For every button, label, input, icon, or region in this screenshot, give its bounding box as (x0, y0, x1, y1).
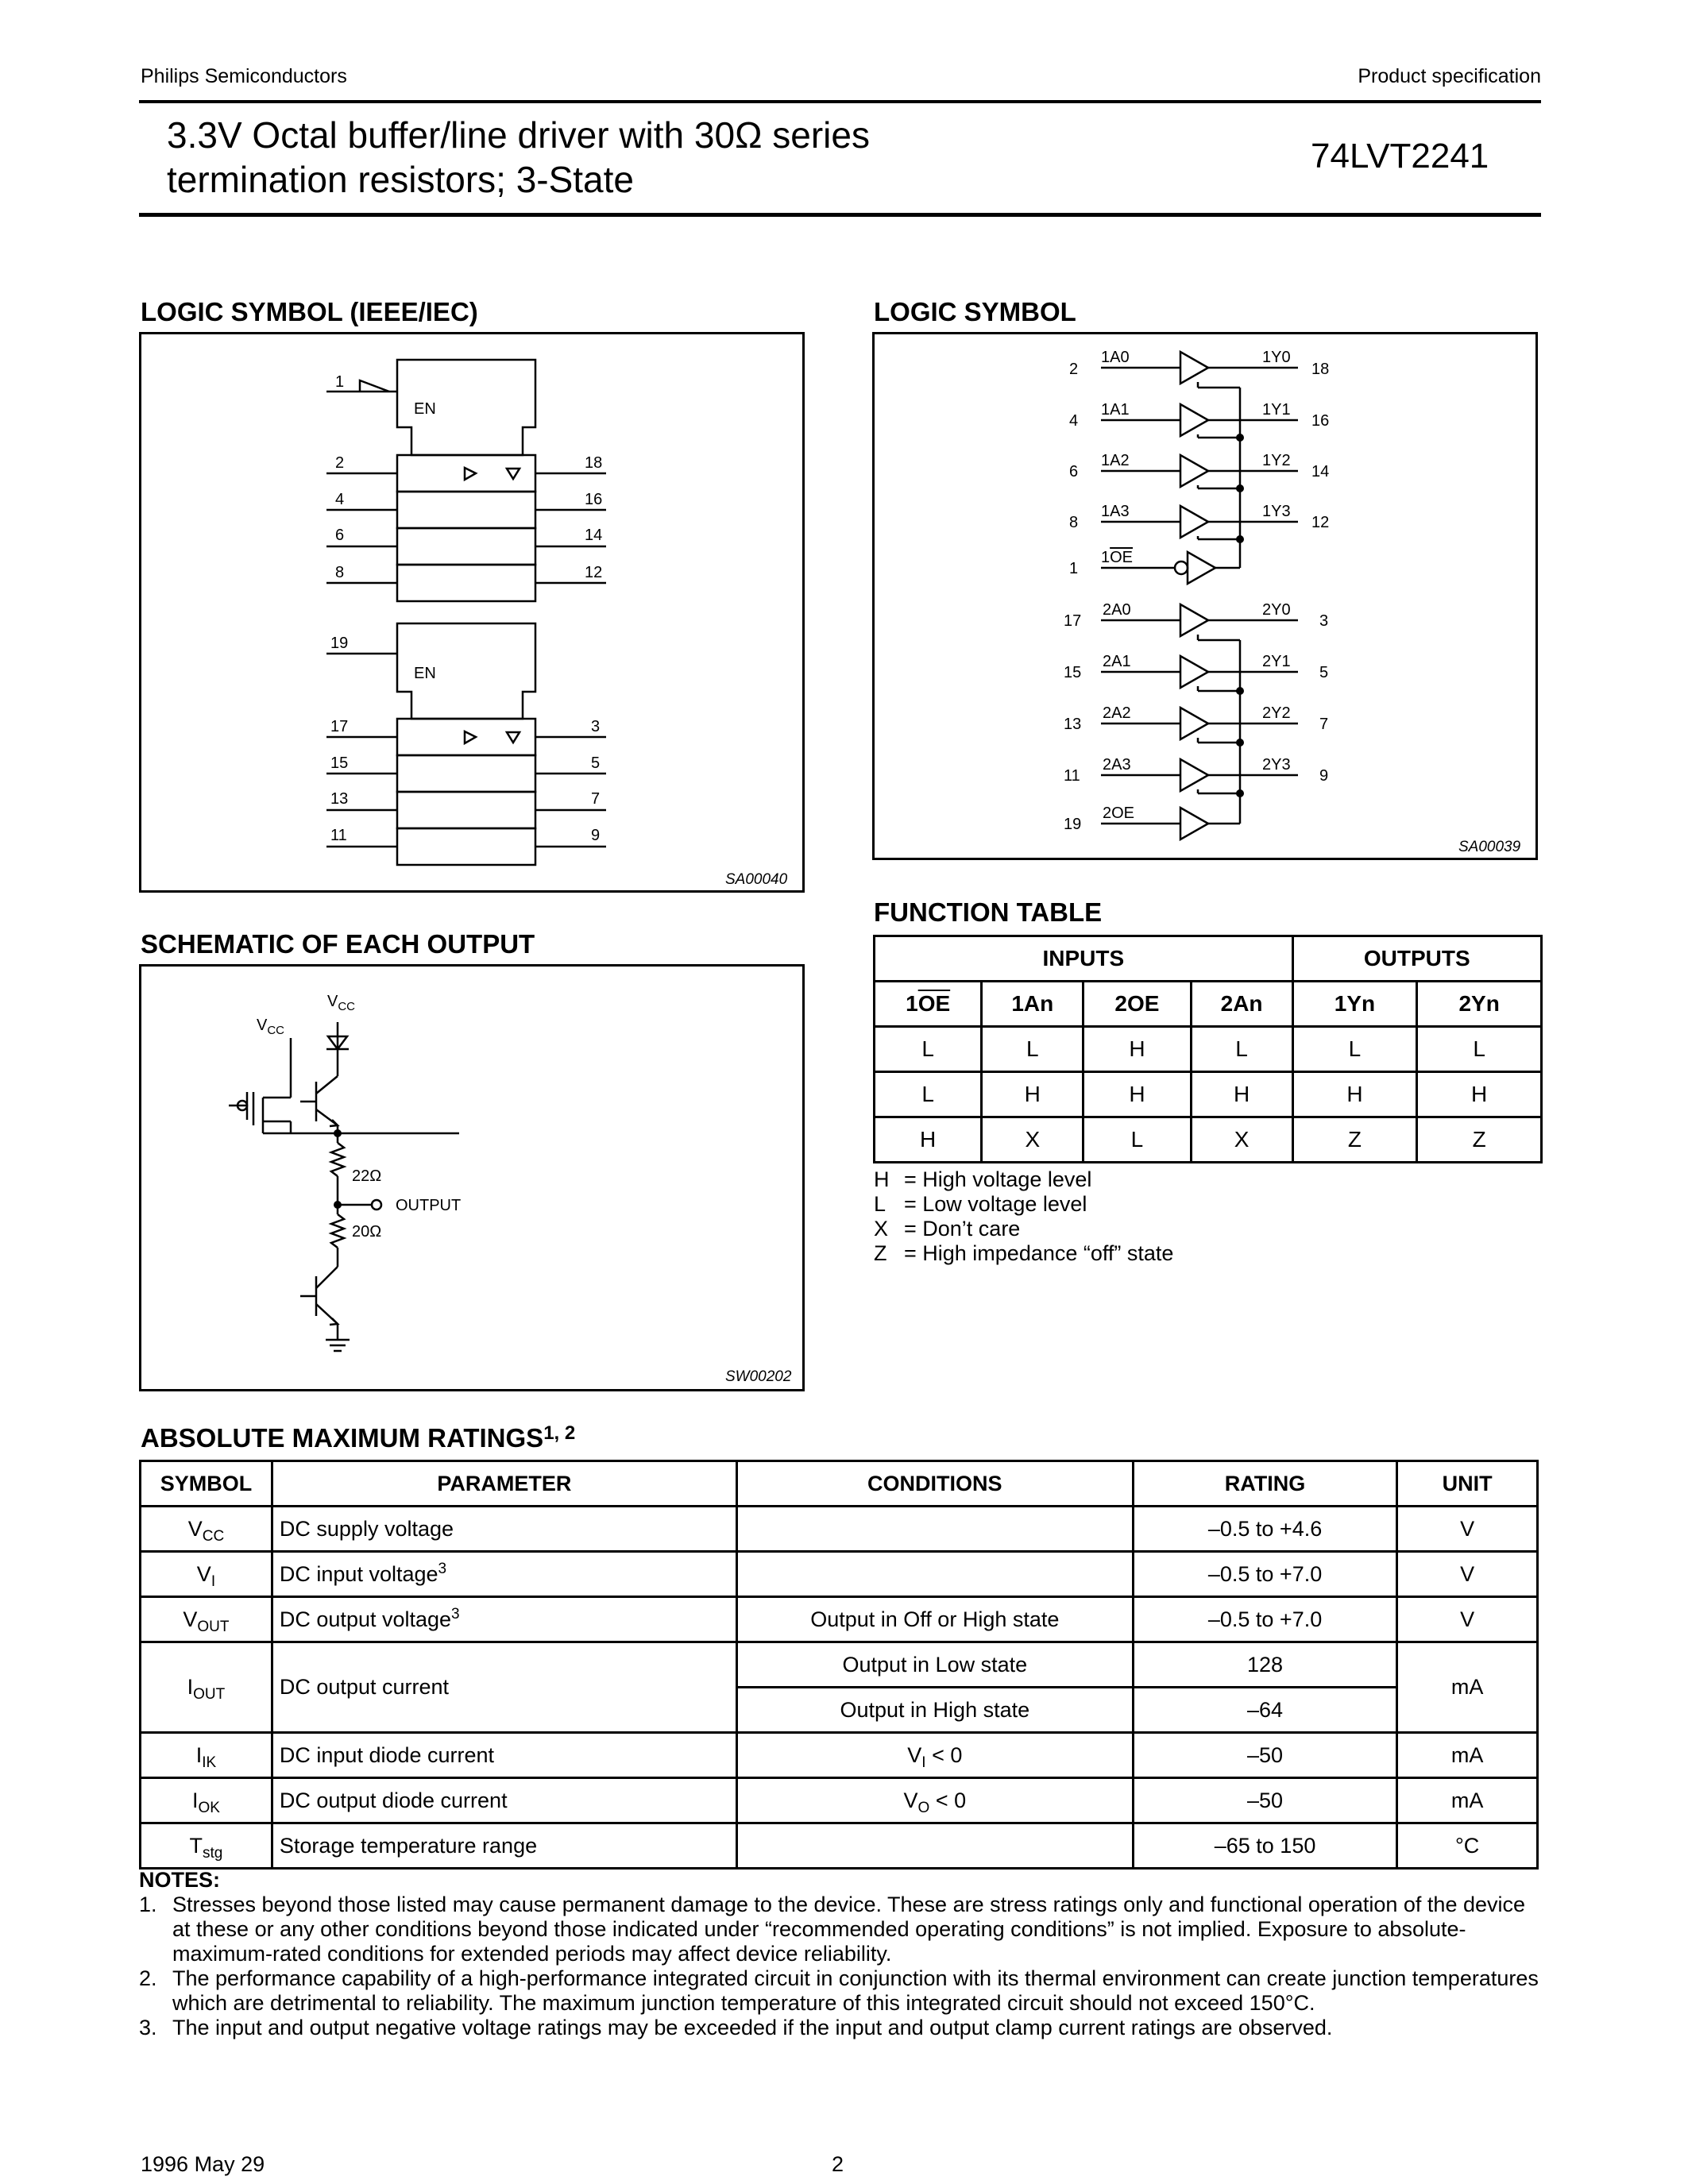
ieee-pin: 3 (591, 718, 601, 735)
amr-symbol: $T_{stg}$ (141, 1823, 272, 1869)
note-item: 2. The performance capability of a high-performance integrated circuit in conjunction with its thermal environment can create junction temperatures which are detrimental to reliability. The maximum junction temperature of this integrated circuit should not exceed 150°C. (139, 1966, 1539, 2015)
amr-symbol: $V_I$ (141, 1552, 272, 1597)
logic-symbol-box (872, 332, 1538, 860)
amr-conditions: Output in High state (736, 1688, 1133, 1733)
ft-col: 2An (1191, 982, 1292, 1027)
schematic-box (139, 964, 805, 1391)
ieee-pin: 6 (335, 527, 345, 544)
ieee-pin: 18 (585, 454, 603, 472)
amr-parameter: DC output voltage$^3$ (272, 1597, 736, 1642)
ft-row (875, 1072, 1542, 1117)
function-table (873, 935, 1543, 1163)
ls-pin-out: 18 (1311, 361, 1330, 378)
ls-label-oe1: 1OE (1101, 549, 1134, 566)
ft-cell: X (982, 1117, 1083, 1163)
ft-cell: L (1083, 1117, 1191, 1163)
legend-item: H = High voltage level (874, 1167, 1092, 1191)
ls-label-in: 1A2 (1101, 452, 1130, 469)
amr-rating: –65 to 150 (1133, 1823, 1396, 1869)
amr-symbol: $V_{OUT}$ (141, 1597, 272, 1642)
ls-label-in: 1A1 (1101, 401, 1130, 419)
ls-label-in: 2A1 (1103, 653, 1131, 670)
ieee-pin: 16 (585, 491, 603, 508)
ieee-pin-oe1: 1 (335, 373, 345, 391)
ls-label-out: 1Y3 (1262, 503, 1291, 520)
ft-cell: H (1292, 1072, 1417, 1117)
amr-rating: –0.5 to +7.0 (1133, 1552, 1396, 1597)
notes (139, 1868, 1545, 2040)
schematic-diagram (141, 967, 802, 1389)
ft-group-inputs: INPUTS (875, 936, 1293, 982)
amr-header: CONDITIONS (736, 1461, 1133, 1507)
amr-header: RATING (1133, 1461, 1396, 1507)
ft-cell: L (875, 1027, 982, 1072)
ieee-pin: 11 (330, 827, 347, 844)
ieee-en-top: EN (414, 400, 436, 418)
ft-row (875, 1117, 1542, 1163)
ls-label-in: 2A2 (1103, 704, 1131, 722)
document-type: Product specification (1358, 65, 1541, 87)
ft-group-outputs: OUTPUTS (1292, 936, 1541, 982)
title-line-1: 3.3V Octal buffer/line driver with 30Ω series (167, 114, 870, 156)
amr-header: UNIT (1397, 1461, 1538, 1507)
ieee-en-bottom: EN (414, 665, 436, 682)
notes-title: NOTES: (139, 1868, 221, 1892)
ft-cell: H (1417, 1072, 1542, 1117)
amr-header: PARAMETER (272, 1461, 736, 1507)
ft-col: 2OE (1083, 982, 1191, 1027)
legend-item: X = Don’t care (874, 1217, 1021, 1241)
ft-cell: H (1083, 1072, 1191, 1117)
amr-rating: 128 (1133, 1642, 1396, 1688)
resistor-20-label: 20Ω (352, 1223, 382, 1241)
ft-cell: H (875, 1117, 982, 1163)
legend-item: Z = High impedance “off” state (874, 1241, 1174, 1265)
schematic-heading: SCHEMATIC OF EACH OUTPUT (141, 929, 535, 959)
function-table-legend (874, 1167, 1173, 1266)
ls-pin-oe1: 1 (1069, 560, 1079, 577)
ieee-pin: 17 (330, 718, 349, 735)
ft-cell: H (1083, 1027, 1191, 1072)
amr-symbol: $V_{CC}$ (141, 1507, 272, 1552)
logic-symbol-diagram (875, 334, 1535, 858)
ft-cell: X (1191, 1117, 1292, 1163)
ieee-pin: 4 (335, 491, 345, 508)
ls-pin-out: 16 (1311, 412, 1330, 430)
amr-conditions: Output in Low state (736, 1642, 1133, 1688)
vcc-label-top: $V_{CC}$ (327, 993, 356, 1013)
ft-cell: L (982, 1027, 1083, 1072)
ls-label-in: 1A0 (1101, 349, 1130, 366)
note-item: 1. Stresses beyond those listed may cause permanent damage to the device. These are stress ratings only and functional operation of the device at these or any other conditions beyond those indicated under “recommended operating conditions” is not implied. Exposure to absolute-maximum-rated conditions for extended periods may affect device reliability. (139, 1893, 1526, 1966)
ft-row (875, 1027, 1542, 1072)
amr-unit: mA (1397, 1733, 1538, 1778)
amr-row (141, 1507, 1538, 1552)
ls-pin-in: 2 (1069, 361, 1079, 378)
ft-cell: H (1191, 1072, 1292, 1117)
amr-conditions: $V_O < 0$ (736, 1778, 1133, 1823)
ieee-pin: 2 (335, 454, 345, 472)
amr-row (141, 1823, 1538, 1869)
amr-parameter: DC output current (272, 1642, 736, 1733)
ls-label-out: 1Y0 (1262, 349, 1291, 366)
legend-item: L = Low voltage level (874, 1192, 1087, 1216)
amr-rating: –50 (1133, 1778, 1396, 1823)
header-rule (139, 100, 1541, 103)
ft-col-1oe: $1\overline{OE}$ (875, 982, 982, 1027)
ieee-pin: 12 (585, 564, 603, 581)
note-item: 3. The input and output negative voltage ratings may be exceeded if the input and output clamp current ratings are observed. (139, 2016, 1333, 2039)
ls-pin-in: 8 (1069, 514, 1079, 531)
resistor-22-label: 22Ω (352, 1167, 382, 1185)
ft-cell: H (982, 1072, 1083, 1117)
amr-table (139, 1460, 1539, 1870)
ls-label-oe2: 2OE (1103, 805, 1135, 822)
amr-parameter: DC supply voltage (272, 1507, 736, 1552)
ft-cell: L (1191, 1027, 1292, 1072)
output-label: OUTPUT (396, 1197, 462, 1214)
ieee-pin: 15 (330, 754, 349, 772)
ft-col: 2Yn (1417, 982, 1542, 1027)
ls-label-out: 2Y2 (1262, 704, 1291, 722)
ls-label-out: 2Y0 (1262, 601, 1291, 619)
amr-conditions (736, 1552, 1133, 1597)
ft-col: 1Yn (1292, 982, 1417, 1027)
ft-cell: Z (1417, 1117, 1542, 1163)
ls-pin-out: 14 (1311, 463, 1330, 480)
schematic-figure-code: SW00202 (725, 1368, 792, 1385)
amr-row (141, 1642, 1538, 1688)
amr-rating: –50 (1133, 1733, 1396, 1778)
ls-label-in: 2A3 (1103, 756, 1131, 774)
ls-label-in: 2A0 (1103, 601, 1131, 619)
amr-row (141, 1597, 1538, 1642)
title-line-2: termination resistors; 3-State (167, 159, 635, 200)
amr-unit: V (1397, 1552, 1538, 1597)
ft-cell: L (875, 1072, 982, 1117)
amr-row (141, 1733, 1538, 1778)
amr-parameter: DC input diode current (272, 1733, 736, 1778)
logic-symbol-ieee-heading: LOGIC SYMBOL (IEEE/IEC) (141, 297, 478, 326)
amr-unit: mA (1397, 1778, 1538, 1823)
ls-pin-out: 12 (1311, 514, 1330, 531)
ieee-pin: 14 (585, 527, 603, 544)
amr-unit: °C (1397, 1823, 1538, 1869)
ls-pin-oe2: 19 (1064, 816, 1082, 833)
amr-rating: –0.5 to +7.0 (1133, 1597, 1396, 1642)
amr-rating: –64 (1133, 1688, 1396, 1733)
ls-label-out: 1Y1 (1262, 401, 1291, 419)
ls-figure-code: SA00039 (1458, 839, 1521, 855)
amr-symbol: $I_{OUT}$ (141, 1642, 272, 1733)
ls-label-out: 2Y3 (1262, 756, 1291, 774)
amr-header: SYMBOL (141, 1461, 272, 1507)
amr-conditions: Output in Off or High state (736, 1597, 1133, 1642)
amr-parameter: DC input voltage$^3$ (272, 1552, 736, 1597)
company-name: Philips Semiconductors (141, 65, 347, 87)
ieee-pin: 8 (335, 564, 345, 581)
amr-parameter: DC output diode current (272, 1778, 736, 1823)
amr-row (141, 1778, 1538, 1823)
ls-pin-in: 11 (1064, 767, 1080, 785)
document-title (167, 113, 870, 202)
amr-unit: mA (1397, 1642, 1538, 1733)
ls-pin-out: 5 (1319, 664, 1329, 681)
ieee-pin-oe2: 19 (330, 635, 349, 652)
amr-heading: ABSOLUTE MAXIMUM RATINGS$^{1, 2}$ (141, 1422, 576, 1453)
amr-row (141, 1552, 1538, 1597)
amr-rating: –0.5 to +4.6 (1133, 1507, 1396, 1552)
ls-pin-in: 4 (1069, 412, 1079, 430)
ieee-pin: 9 (591, 827, 601, 844)
ieee-pin: 13 (330, 790, 349, 808)
title-rule (139, 213, 1541, 217)
ls-pin-in: 17 (1064, 612, 1082, 630)
amr-parameter: Storage temperature range (272, 1823, 736, 1869)
ieee-pin: 7 (591, 790, 601, 808)
amr-unit: V (1397, 1597, 1538, 1642)
part-number: 74LVT2241 (1311, 137, 1489, 176)
ls-pin-in: 13 (1064, 716, 1082, 733)
ls-pin-in: 6 (1069, 463, 1079, 480)
footer-date: 1996 May 29 (141, 2152, 265, 2176)
ieee-pin: 5 (591, 754, 601, 772)
ls-pin-out: 7 (1319, 716, 1329, 733)
vcc-label-left: $V_{CC}$ (257, 1017, 285, 1037)
ft-cell: L (1417, 1027, 1542, 1072)
amr-conditions (736, 1507, 1133, 1552)
amr-conditions (736, 1823, 1133, 1869)
logic-symbol-heading: LOGIC SYMBOL (874, 297, 1076, 326)
page-number: 2 (832, 2152, 844, 2176)
logic-symbol-ieee-diagram (141, 334, 802, 890)
amr-unit: V (1397, 1507, 1538, 1552)
ls-pin-in: 15 (1064, 664, 1082, 681)
ls-label-out: 1Y2 (1262, 452, 1291, 469)
logic-symbol-ieee-box (139, 332, 805, 893)
ls-label-in: 1A3 (1101, 503, 1130, 520)
ft-cell: Z (1292, 1117, 1417, 1163)
ls-label-out: 2Y1 (1262, 653, 1291, 670)
amr-symbol: $I_{OK}$ (141, 1778, 272, 1823)
ieee-figure-code: SA00040 (725, 871, 788, 888)
ft-col: 1An (982, 982, 1083, 1027)
ft-cell: L (1292, 1027, 1417, 1072)
ls-pin-out: 9 (1319, 767, 1329, 785)
amr-symbol: $I_{IK}$ (141, 1733, 272, 1778)
function-table-heading: FUNCTION TABLE (874, 897, 1103, 927)
ls-pin-out: 3 (1319, 612, 1329, 630)
amr-conditions: $V_I < 0$ (736, 1733, 1133, 1778)
